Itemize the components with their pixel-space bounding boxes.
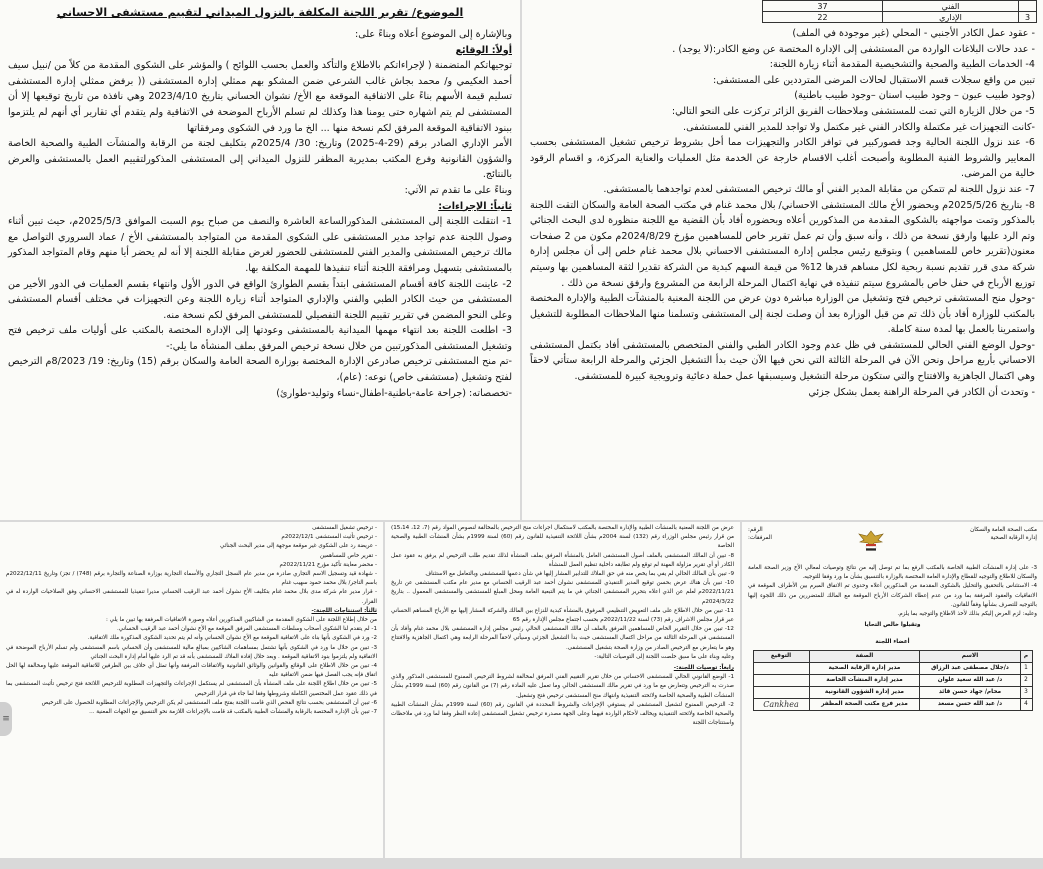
document-page-bottom-right — [742, 522, 1043, 858]
col-name: الاسم — [920, 650, 1020, 662]
committee-table — [753, 650, 1033, 711]
col-signature: التوقيع — [753, 650, 809, 662]
row-number: 3 — [1019, 12, 1037, 23]
paragraph: 11- تبين من خلال الاطلاع على ملف التعويض التنظيمي المرفوق بالمنشأة كبدية للنزاع بين المالك والشركة المشار إليها مع الأرباح المساهم الحساني عبر قرار مجلس الاشراف رقم (73) لسنة 2022/11/22م بحسب اجتماع مجلس الإدارة رقم 65 — [391, 607, 734, 624]
paragraph: 4- الاستئناس بالتحقيق والتحليل بالشكوى المقدمة من المذكورين أعلاه وحدوى تم الاتفاق المبرم بين الأطراف الموقعة في الاتفاقيات والعقود المرفقة بما ورد من عدم إعطاء الشركات الأرباح الموقعة مع المالك للمتضررين من ذلك اللجوء إليها بالتوجيه للتصرف بشأنها وفقاً للقانون. — [748, 583, 1037, 608]
member-signature — [753, 686, 809, 698]
paragraph: 4- تبين من خلال الاطلاع على الوقائع والقوانين والوثائق القانونية والاتفاقات المرفقة وأنها تمثل أي خلاف بين الطرفين للاتفاقية الموقعة عليها ومخالفة لها الحل اتفاق فإنه يجب الفصل فيها ضمن الاتفاقية عليه — [6, 663, 377, 679]
closing-line: وتقبلوا خالص التحايا — [864, 622, 921, 629]
section-heading: ثالثاً: استنتاجات اللجنة:- — [311, 607, 377, 614]
document-page-top-left — [0, 0, 520, 520]
committee-row — [753, 662, 1032, 674]
letterhead-right — [970, 526, 1037, 542]
paragraph: 1- لم يتقدم لنا الشكوى أصحاب وسلطات المستشفى المرفق الموقعة مع الأخ نشوان أحمد عبد الرقيب الحساني. — [117, 626, 377, 633]
paragraph: عرض من اللجنة المعنية بالمنشآت الطبية والإدارة المختصة بالمكتب لاستكمال اجراءات منح الترخيص بالمخالفة لنصوص المواد رقم (7، 12، 15،14) من قرار رئيس مجلس الوزراء رقم (132) لسنة 2004م بشأن اللائحة التنفيذية للقانون رقم (60) لسنة 1999م بشأن المنشآت الطبية والصحية الخاصة — [391, 525, 735, 550]
member-role: مدير إدارة الرقابة الصحية — [809, 662, 920, 674]
paragraph: 6- عند نزول اللجنة الحالية وجد قصوركبير في توافر الكادر والتجهيزات مما أخل بشروط ترخيص تشغيل المستشفى بحسب المعايير والشروط الفنية المطلوبة وأصبحت أغلب الاقسام خارجة عن الخدمة مثل العمليات والعناية المركزة، و اقسام الرقود خالية من المرضى. — [530, 137, 1035, 180]
paragraph: 3- على إدارة المنشآت الطبية الخاصة بالمكتب الرفع بما تم توصل إليه من نتائج وتوصيات لمعالي الأخ وزير الصحة العامة والسكان للاطلاع والتوجيه للقطاع والإدارة العامة المختصة بالوزارة بالتنسيق بشأن ما ورد وفقا للتوجيه. — [748, 565, 1037, 581]
paragraph: - شهادة قيد وتسجيل الاسم التجاري صادرة من مدير عام السجل التجاري والأسماء التجارية بوزارة الصناعة والتجارة برقم (748) / تجز) وتاريخ 2022/12/11م باسم التاجر/ بلال محمد حمود سهيب غنام — [6, 571, 377, 587]
paragraph: - عريضة رد على الشكوى غير موقعة موجهة إلى مدير البحث الجنائي — [220, 543, 377, 550]
member-number: 3 — [1020, 686, 1032, 698]
paragraph: 5- تبين من خلال اطلاع اللجنة على ملف المنشأة بأن المستشفى لم يستكمل الإجراءات والتجهيزات المطلوبة للترخيص اللائحة فتح ترخيص تأثيث المستشفى بما في ذلك عقود عمل المختصين الكاملة وشروطها وفقا لما جاء في قرار الترخيص — [6, 681, 377, 697]
paragraph: - ترخيص تشغيل المستشفى — [312, 525, 377, 531]
eagle-emblem-icon — [856, 528, 886, 554]
member-signature — [753, 662, 809, 674]
paragraph: - وتحدث أن الكادر في المرحلة الراهنة يعمل بشكل جزئي — [808, 386, 1035, 398]
paragraph: (وجود طبيب عيون – وجود طبيب اسنان –وجود طبيب باطنية) — [794, 90, 1035, 102]
member-number: 4 — [1020, 698, 1032, 710]
paragraph: -وحول منح المستشفى ترخيص فتح وتشغيل من الوزارة مباشرة دون عرض من اللجنة المعنية بالمنشآت الطبية والإدارة المختصة بالمكتب للوزارة أفاد بأن ذلك تم من قبل الوزارة بعد أن وصلت لجنة إلى المستشفى وتسلمنا منها الملاحظات المطلوبة للتشغيل واستمرينا بالعمل بها لمدة سنة كاملة. — [530, 293, 1035, 336]
document-page-bottom-left — [0, 522, 383, 858]
paragraph: - تقرير خاص للمساهمين — [319, 552, 377, 559]
member-role: مدير إدارة المنشآت الخاصة — [809, 674, 920, 686]
paragraph: -وحول الوضع الفني الحالي للمستشفى في ظل عدم وجود الكادر الطبي والفني المتخصص بالمستشفى أفاد بكتمل المستشفى الاحساني بأربع مراحل ونحن الآن في المرحلة الثالثة التي نحن فيها الآن حيث بدأ التشغيل الجزئي والمرحلة الرابعة ستأتي لاحقاً وهي اكتمال الجاهزية والافتتاح والتي ستكون مرحلة التشغيل وسيسبقها عمل حملة دعائية وترويجية كبيرة للمستشفى. — [530, 339, 1035, 383]
col-role: الصفة — [809, 650, 920, 662]
section-heading: ثانياً: الإجراءات: — [438, 200, 512, 212]
paragraph: -كانت التجهيزات غير مكتملة والكادر الفني غير مكتمل ولا تواجد للمدير الفني للمستشفى. — [683, 121, 1035, 133]
paragraph: 7- عند نزول اللجنة لم تتمكن من مقابلة المدير الفني أو مالك ترخيص المستشفى لعدم تواجدهما بالمستشفى. — [603, 183, 1035, 195]
letterhead — [742, 522, 1043, 562]
paragraph: 2- ورد في الشكوى بأنها بناء على الاتفاقية الموقعة مع الأخ نشوان الحساني وأنه لم يتم تحديد الشكوى المذكورة ملك الاتفاقية. — [87, 635, 377, 642]
paragraph: -تخصصاته: (جراحة عامة-باطنية-اطفال-نساء وتوليد-طوارئ) — [276, 387, 512, 399]
row-count: 22 — [763, 12, 883, 23]
attachments-label: المرفقات: — [748, 535, 772, 541]
department-name: إدارة الرقابة الصحية — [990, 535, 1037, 541]
paragraph: 3- اطلعت اللجنة بعد انتهاء مهمها الميدانية بالمستشفى وعودتها إلى الإدارة المختصة بالمكتب على أوليات ملف ترخيص فتح وتشغيل المستشفى المذكورتبين من خلال نسخة ترخيص المرفق بملف المنشأة ما يلي:- — [8, 325, 512, 352]
member-role: مدير إدارة الشؤون القانونية — [809, 686, 920, 698]
section-heading: أولاً: الوقائع — [455, 44, 512, 56]
member-name: د/جلال مصطفى عبد الرزاق — [920, 662, 1020, 674]
paragraph: من خلال إطلاع اللجنة على الشكوى المقدمة من الشاكيين المذكورين أعلاه وصورة الاتفاقيات المرفقة بها تبين ما يلي : — [106, 617, 377, 624]
row-number — [1019, 1, 1037, 12]
paragraph: 1- انتقلت اللجنة إلى المستشفى المذكورالساعة العاشرة والنصف من صباح يوم السبت الموافق 2025/5/3م، حيث تبين أثناء وصول اللجنة عدم تواجد مدير المستشفى على الشكوى المقدمة من المتواجد بالمستشفى الأخ / عماد السروري التواصل مع مالك ترخيص المستشفى والمدير الفني للمستشفى للحضور لغرض مقابلة اللجنة إلا أنه لم يحضر أيا منهم وقام المتواجد المذكور بالمستشفى بتسهيل ومرافقة اللجنة أثناء تنفيذها للمهمة المكلفة بها. — [8, 216, 513, 274]
attachments-and-conclusions — [0, 522, 383, 719]
paragraph: - عدد حالات البلاغات الواردة من المستشفى إلى الإدارة المختصة عن وضع الكادر:(لا يوجد) . — [672, 43, 1035, 55]
recommendation-item: 2- الترخيص الممنوح لتشغيل المستشفى لم يستوفي الإجراءات والشروط المحددة في القانون رقم (60) لسنة 1999م بشأن المنشآت الطبية والصحية الخاصة ولائحته التنفيذية ويخالف لأحكام الواردة فيهما وعلى الجهة مصدرة ترخيص تشغيل المستشفى إعادة النظر وفقا لما ورد في ملاحظات واستنتاجات اللجنة — [391, 701, 734, 727]
paragraph: 7- تبين بأن الإدارة المختصة بالرقابة والمنشآت الطبية بالمكتب قد قامت بالإجراءات اللازمة نحو التنسيق مع الجهات المعنية ... — [89, 709, 377, 716]
paragraph: توجيهاتكم المتضمنة ( لإجراءاتكم بالاطلاع والتأكد والعمل بحسب اللوائح ) والمؤشر على الشكوى المقدمة من كلاً من /نبيل سيف أحمد العكيمي و/ محمد بجاش غالب الشرعي ضمن المشكو بهم ممثلي إدارة المستشفى (( برفض ممثلي إدارة المستشفى تسليم قيمة الأسهم بناءً على الاتفاقية الموقعة مع الأخ/ نشوان الحساني بتاريخ 2023/4/10 وهي نافذة من تاريخ توقيعها إلا أن المستشفى لم يتم اشهاره حتى يومنا هذا وكذلك لم تسلم الأرباح الموضحة في الاتفاقية ولم يتقدم أي تقارير أي أنهم لم يلتزموا ببنود الاتفاقية الموقعة المرفق لكم نسخة منها ... الخ ما ورد في الشكوى ومرفقاتها — [8, 60, 512, 134]
member-signature — [753, 674, 809, 686]
report-continuation-body — [522, 23, 1043, 400]
ministry-name: مكتب الصحة العامة والسكان — [970, 527, 1037, 533]
paragraph: 8- تبين أن المالك المستشفى بالملف أصول المستشفى العامل بالمنشأة المرفق بملف المنشأة لذلك تقديم طلب الترخيص لم يرفق به عقود عمل الكادر أو أي تقرير مزاولة المهنة لم توقع ولم تطابقه داخلية تنظيم العمل للمنشأة — [391, 552, 734, 568]
row-count: 37 — [763, 1, 883, 12]
table-row — [763, 1, 1037, 12]
paragraph: 5- من خلال الزيارة التي تمت للمستشفى وملاحظات الفريق الزائر تركزت على النحو التالي: — [671, 105, 1035, 117]
col-number: م — [1020, 650, 1032, 662]
paragraph: - عقود عمل الكادر الأجنبي - المحلي (غير موجودة في الملف) — [792, 28, 1035, 39]
table-row — [763, 12, 1037, 23]
member-role: مدير فرع مكتب الصحة المظفر — [809, 698, 920, 710]
paragraph: وعليه وبناء على ما سبق خلصت اللجنة إلى التوصيات التالية:- — [594, 653, 734, 660]
member-name: د/ عبد الله حسن مسعد — [920, 698, 1020, 710]
paragraph: 3- تبين من خلال ما ورد في الشكوى بأنها تشتمل بمساهمات الشاكيين بمبالغ مالية للمستشفى وأن الحساني باسم المستشفى ولم تسلم الأرباح الموضحة في الاتفاقية ولم يلتزموا بنود الاتفاقية الموقعة . وبعد خلال إفادة الملاك للمستشفى بأنه قد تم الرد عليها أمام إدارة البحث الجنائي — [6, 644, 377, 660]
findings-body — [385, 522, 740, 664]
report-body — [0, 27, 520, 401]
letter-body — [742, 562, 1043, 621]
committee-title: أعضاء اللجنة — [875, 639, 910, 646]
paragraph: - محضر معاينة تأكيد مؤرخ 2022/11/21م — [279, 561, 377, 568]
paragraph: 6- تبين أن المستشفى بحسب نتائج الفحص الذي قامت اللجنة بفتح ملف المستشفى لم يكن الترخيص والإجراءات المطلوبة للحصول على الترخيص — [41, 699, 377, 706]
paragraph: 10- تبين بأن هناك عرض بحسن توقيع المدير التنفيذي للمستشفى نشوان أحمد عبد الرقيب الحساني مع مدير عام مكتب المستشفى عن تاريخ 2022/11/21م لعلم عن الذي اعلاه بتحرير المستشفى الجنائي في ما يتم التبعية العامة ومحل المبلغ للمستشفى والمستشفى المعمول .. بتاريخ 2024/3/22م — [391, 580, 734, 605]
paragraph: تبين من واقع سجلات قسم الاستقبال لحالات المرضى المترددين على المستشفى: — [713, 74, 1035, 86]
member-name: محام/ جهاد حسن قائد — [920, 686, 1020, 698]
member-signature: Cankhea — [753, 698, 809, 710]
recommendations-title: رابعاً: توصيات اللجنة:- — [673, 665, 734, 672]
document-page-bottom-middle — [385, 522, 740, 858]
paragraph: 9- تبين بأن المالك الحالي لم يفي بما يخص منه في حق الملاك للتدابير المشار إليها في شأن دعمها للمستشفى وبالتعامل مع الاستئناف — [425, 571, 734, 578]
paragraph: - قرار مدير عام شركة مدى بلال محمد غنام بتكليف الأخ نشوان أحمد عبد الرقيب الحساني مديرا تنفيذيا للمستشفى الاحساني وفق الصلاحيات الواردة له في القرار. — [6, 589, 377, 605]
row-label: الفني — [883, 1, 1019, 12]
document-page-top-right — [522, 0, 1043, 520]
paragraph: 4- الخدمات الطبية والصحية والتشخيصية المقدمة أثناء زيارة اللجنة: — [769, 59, 1035, 71]
paragraph: وبالإشارة إلى الموضوع أعلاه وبناءً على: — [355, 29, 512, 40]
paragraph: 12- تبين من خلال التقرير الخاص للمساهمين المرفق بالملف أن مالك المستشفى الحالي رئيس مجلس إدارة المستشفى بلال محمد غنام وأفاد بأن المستشفى في المرحلة الثالثة من مراحل اكتمال المستشفى حيث بدأ التشغيل الجزئي وسيأتي لاحقاً المرحلة الرابعة وهي اكتمال الجاهزية والافتتاح وهو ما يتعارض مع الترخيص الصادر من وزارة الصحة بتشغيل المستشفى. — [391, 626, 734, 651]
recommendation-item: 1- الوضع القانوني الحالي للمستشفى الاحساني من خلال تقرير التقييم الفني المرفق لمخالفة لشروط الترخيص الممنوح للمستشفى المذكور والذي صدرت به الترخيص وتتعارض مع ما ورد في تقرير مالك المستشفى الحالي وما تعمل عليه المادة رقم (7) من القانون رقم (60) لسنة 1999م بشأن المنشآت الطبية والصحية الخاصة ولائحته التنفيذية وانتهاك منح المستشفى ترخيص فتح وتشغيل. — [391, 674, 734, 699]
menu-icon: ≡ — [2, 714, 10, 724]
paragraph: وبناءً على ما تقدم تم الآتي: — [404, 184, 512, 196]
paragraph: 8- بتاريخ 2025/5/26م وبحضور الأخ مالك المستشفى الاحساني/ بلال محمد غنام في مكتب الصحة العامة والسكان التقت اللجنة بالمذكور وتمت مواجهته بالشكوى المقدمة من المذكورين أعلاه وبحضوره أفاد بأن القضية مع اللجنة منظورة لدى البحث الجنائي وتم الرد عليها وارفق نسخة من ذلك ، وأنه سبق وأن تم عمل تقرير خاص للمساهمين مؤرخ 2024/8/29م مكون من 2 صفحات معنون(تقرير خاص للمساهمين ) وبتوقيع رئيس مجلس إدارة المستشفى الاحساني بلال محمد غنام خلص إلى أن مجلس إدارة شركة مدى قرر تقديم نسبة ربحية لكل مساهم قدرها 12% من قيمة السهم كبدية من الشركة تقديرا لثقة المساهمين بها وسيتم توزيع الأرباح في حفل خاص بالمشروع سيتم تنفيذه في نهاية اكتمال المرحلة الرابعة من المشروع وارفق نسخة من ذلك . — [530, 199, 1036, 289]
member-name: د/ عبد الله سعيد علوان — [920, 674, 1020, 686]
side-panel-handle[interactable] — [0, 702, 12, 736]
paragraph: - ترخيص تأثيث المستشفى 2022/12/1م — [281, 534, 377, 541]
recommendations-section — [385, 664, 740, 730]
member-number: 1 — [1020, 662, 1032, 674]
paragraph: -تم منح المستشفى ترخيص صادرعن الإدارة المختصة بوزارة الصحة العامة والسكان برقم (15) وتاريخ: 19/ 8/2023م الترخيص لفتح وتشغيل (مستشفى خاص) نوعه: (عام)، — [8, 356, 512, 384]
committee-row — [753, 698, 1032, 710]
committee-row — [753, 674, 1032, 686]
paragraph: الأمر الإداري الصادر برقم (29-4-2025) وتاريخ: 30/ 2025/4م بتكليف لجنة من الرقابة والمنشآت الطبية والصحية الخاصة والشؤون القانونية وفرع المكتب بمديرية المظفر للنزول الميداني إلى المستشفى المذكورلتقييم العمل بالمستشفى والعرض بالنتائج. — [8, 138, 512, 181]
report-title: الموضوع/ تقرير اللجنة المكلفة بالنزول الميداني لتقييم مستشفى الاحساني — [56, 6, 464, 19]
staff-count-table — [762, 0, 1037, 23]
member-number: 2 — [1020, 674, 1032, 686]
reference-number-label: الرقم: — [748, 527, 763, 533]
paragraph: 2- عاينت اللجنة كافة أقسام المستشفى ابتداً بقسم الطوارئ الواقع في الدور الأول وانتهاء بقسم العمليات في الدور الأخير من المستشفى من حيث الكادر الطبي والفني والإداري المتواجد أثناء زيارة اللجنة وعن التجهيزات في مختلف أقسام المستشفى وعلى النحو المضمن في تقرير تقييم اللجنة التفصيلي للمستشفى المرفق لكم نسخة منه. — [8, 278, 512, 321]
paragraph: وعليه: لزم العرض إليكم بذلك لأخذ الاطلاع والتوجيه بما يلزم. — [897, 611, 1037, 618]
letterhead-left — [748, 526, 772, 542]
row-label: الإداري — [883, 12, 1019, 23]
committee-row — [753, 686, 1032, 698]
